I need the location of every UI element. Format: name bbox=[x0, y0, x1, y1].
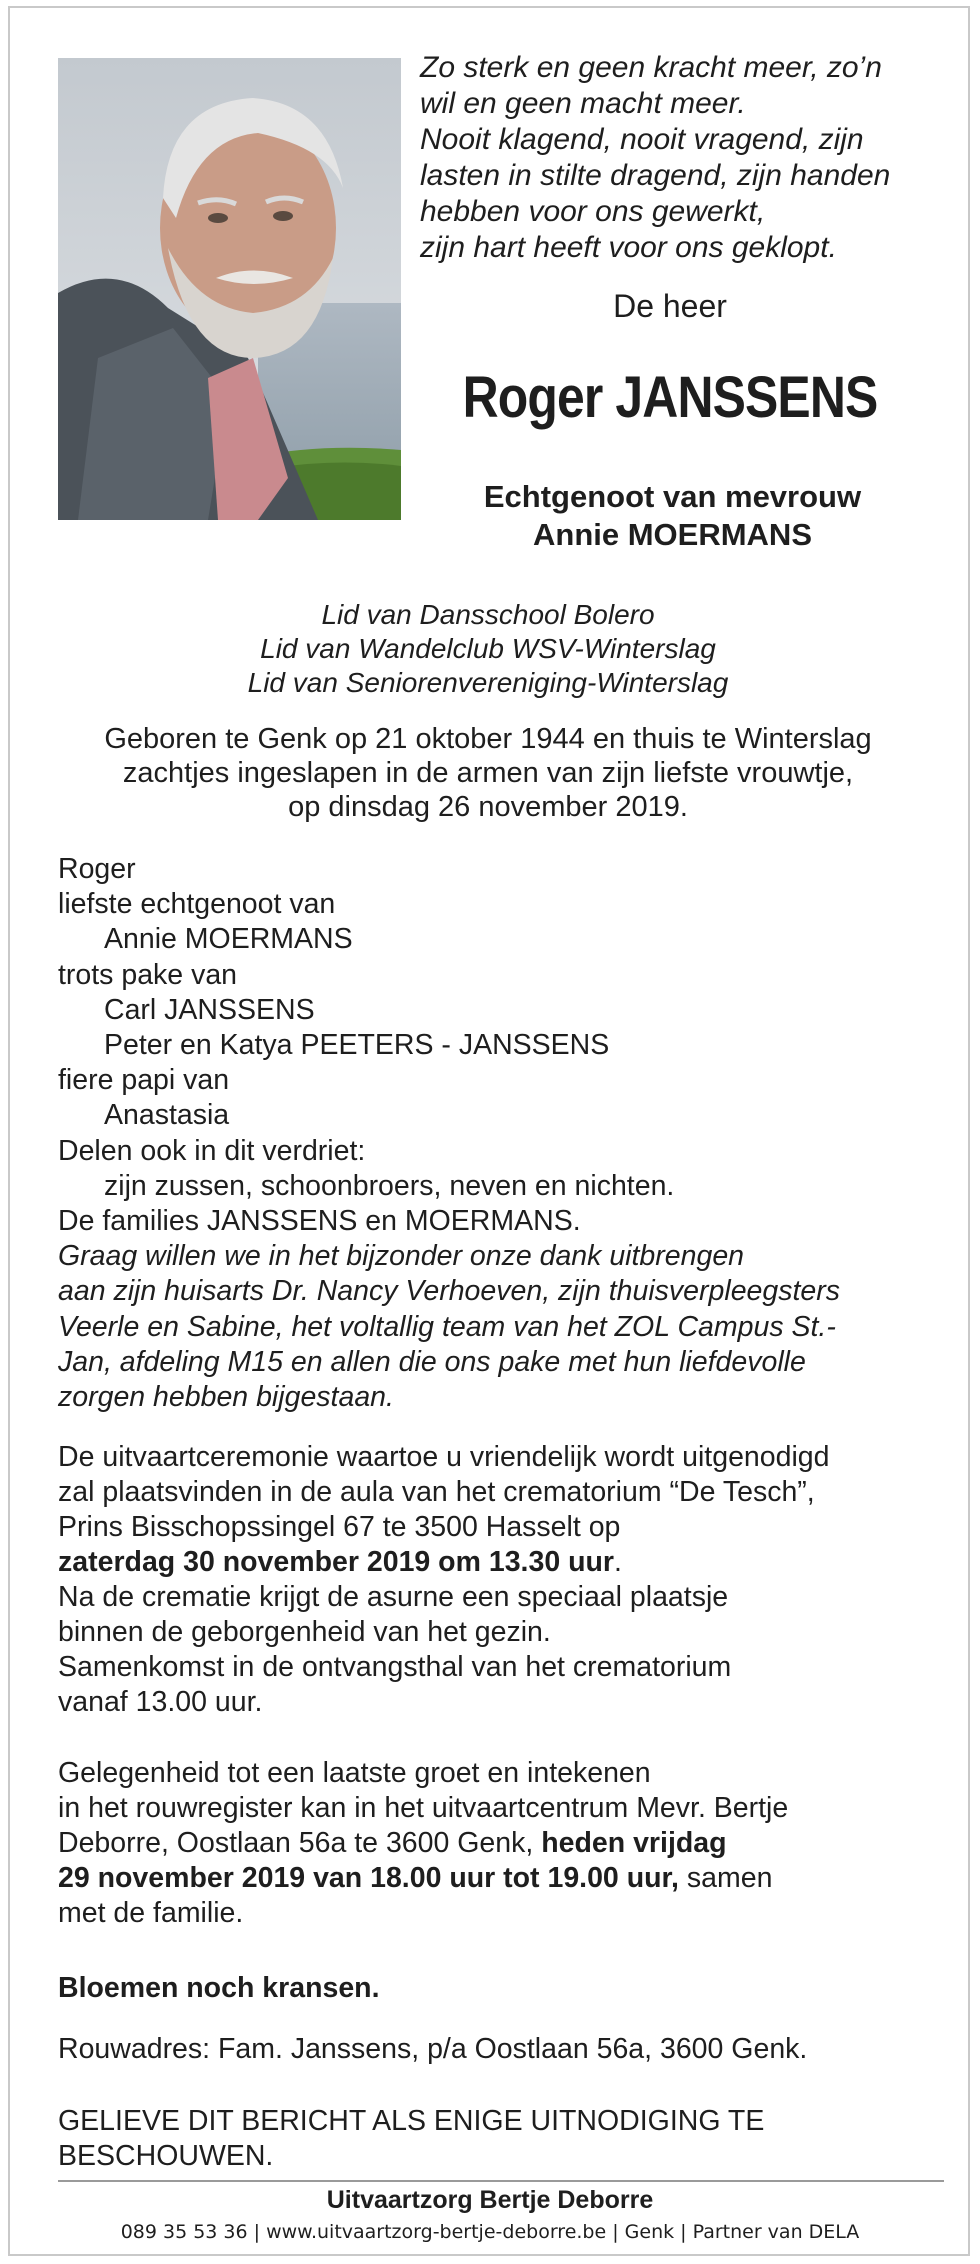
family-line: Anastasia bbox=[104, 1099, 230, 1132]
ceremony-line: De uitvaartceremonie waartoe u vriendelijk wordt uitgenodigd bbox=[58, 1441, 830, 1473]
condolence-time: 29 november 2019 van 18.00 uur tot 19.00 uur, bbox=[58, 1862, 679, 1894]
family-line: Roger bbox=[58, 853, 136, 885]
ceremony-line: vanaf 13.00 uur. bbox=[58, 1686, 263, 1718]
condolence-day: heden vrijdag bbox=[541, 1827, 727, 1859]
thanks-line: Graag willen we in het bijzonder onze dank uitbrengen bbox=[58, 1240, 745, 1273]
condolence-line: in het rouwregister kan in het uitvaartcentrum Mevr. Bertje bbox=[58, 1792, 789, 1824]
footer-divider bbox=[58, 2180, 944, 2182]
family-line: Peter en Katya PEETERS - JANSSENS bbox=[104, 1029, 610, 1062]
membership-line: Lid van Seniorenvereniging-Winterslag bbox=[247, 667, 729, 698]
deceased-name: Roger JANSSENS bbox=[462, 365, 878, 430]
mourning-address: Rouwadres: Fam. Janssens, p/a Oostlaan 56a, 3600 Genk. bbox=[58, 2033, 808, 2065]
family-line: liefste echtgenoot van bbox=[58, 888, 336, 921]
notice-line: GELIEVE DIT BERICHT ALS ENIGE UITNODIGING TE bbox=[58, 2105, 765, 2137]
thanks-line: Jan, afdeling M15 en allen die ons pake met hun liefdevolle bbox=[58, 1345, 806, 1378]
ceremony-line: Samenkomst in de ontvangsthal van het crematorium bbox=[58, 1651, 732, 1683]
spouse-line-1: Echtgenoot van mevrouw bbox=[483, 479, 862, 514]
thanks-line: zorgen hebben bijgestaan. bbox=[58, 1381, 394, 1414]
condolence-location: Deborre, Oostlaan 56a te 3600 Genk, bbox=[58, 1827, 542, 1859]
condolence-line-3 bbox=[58, 1826, 938, 1861]
family-line: Carl JANSSENS bbox=[104, 993, 315, 1026]
birth-death-info bbox=[58, 722, 918, 824]
thanks-line: aan zijn huisarts Dr. Nancy Verhoeven, zijn thuisverpleegsters bbox=[58, 1275, 841, 1308]
memberships bbox=[58, 598, 918, 700]
honorific: De heer bbox=[613, 288, 727, 324]
family-line: Annie MOERMANS bbox=[104, 923, 353, 956]
ceremony-date: zaterdag 30 november 2019 om 13.30 uur bbox=[58, 1546, 615, 1578]
ceremony-line: Na de crematie krijgt de asurne een speciaal plaatsje bbox=[58, 1581, 729, 1613]
birth-death-line: zachtjes ingeslapen in de armen van zijn liefste vrouwtje, bbox=[122, 757, 854, 789]
poem-line: wil en geen macht meer. bbox=[420, 87, 746, 120]
poem-line: zijn hart heeft voor ons geklopt. bbox=[420, 231, 837, 264]
ceremony-paragraph bbox=[58, 1440, 938, 1720]
ceremony-line: zal plaatsvinden in de aula van het crematorium “De Tesch”, bbox=[58, 1476, 815, 1508]
ceremony-line: binnen de geborgenheid van het gezin. bbox=[58, 1616, 551, 1648]
poem bbox=[420, 50, 940, 266]
portrait-photo bbox=[58, 58, 401, 520]
membership-line: Lid van Wandelclub WSV-Winterslag bbox=[260, 633, 716, 664]
condolence-line-4 bbox=[58, 1861, 938, 1896]
birth-death-line: Geboren te Genk op 21 oktober 1944 en thuis te Winterslag bbox=[104, 723, 872, 755]
poem-line: Zo sterk en geen kracht meer, zo’n bbox=[420, 51, 882, 84]
family-line: trots pake van bbox=[58, 958, 238, 991]
condolence-with: samen bbox=[678, 1862, 773, 1894]
condolence-paragraph bbox=[58, 1756, 938, 1931]
spouse-info bbox=[420, 478, 925, 554]
invitation-notice bbox=[58, 2104, 858, 2174]
funeral-home-contact: 089 35 53 36 | www.uitvaartzorg-bertje-deborre.be | Genk | Partner van DELA bbox=[120, 2221, 860, 2243]
family-line: fiere papi van bbox=[58, 1064, 230, 1097]
thanks-line: Veerle en Sabine, het voltallig team van het ZOL Campus St.- bbox=[58, 1310, 836, 1343]
poem-line: hebben voor ons gewerkt, bbox=[420, 195, 766, 228]
spouse-line-2: Annie MOERMANS bbox=[533, 517, 812, 552]
notice-line: BESCHOUWEN. bbox=[58, 2140, 274, 2172]
family-section bbox=[58, 852, 938, 1415]
poem-line: Nooit klagend, nooit vragend, zijn bbox=[420, 123, 864, 156]
ceremony-line: Prins Bisschopssingel 67 te 3500 Hasselt op bbox=[58, 1511, 621, 1543]
family-line: De families JANSSENS en MOERMANS. bbox=[58, 1205, 581, 1238]
flowers-note: Bloemen noch kransen. bbox=[58, 1972, 380, 2004]
birth-death-line: op dinsdag 26 november 2019. bbox=[288, 791, 688, 823]
poem-line: lasten in stilte dragend, zijn handen bbox=[420, 159, 891, 192]
ceremony-date-punct: . bbox=[614, 1546, 622, 1578]
ceremony-date-line bbox=[58, 1545, 938, 1580]
family-line: Delen ook in dit verdriet: bbox=[58, 1134, 366, 1167]
condolence-line: Gelegenheid tot een laatste groet en intekenen bbox=[58, 1757, 651, 1789]
family-line: zijn zussen, schoonbroers, neven en nichten. bbox=[104, 1169, 675, 1202]
membership-line: Lid van Dansschool Bolero bbox=[321, 599, 655, 630]
condolence-line: met de familie. bbox=[58, 1897, 244, 1929]
funeral-home-name: Uitvaartzorg Bertje Deborre bbox=[326, 2186, 654, 2214]
